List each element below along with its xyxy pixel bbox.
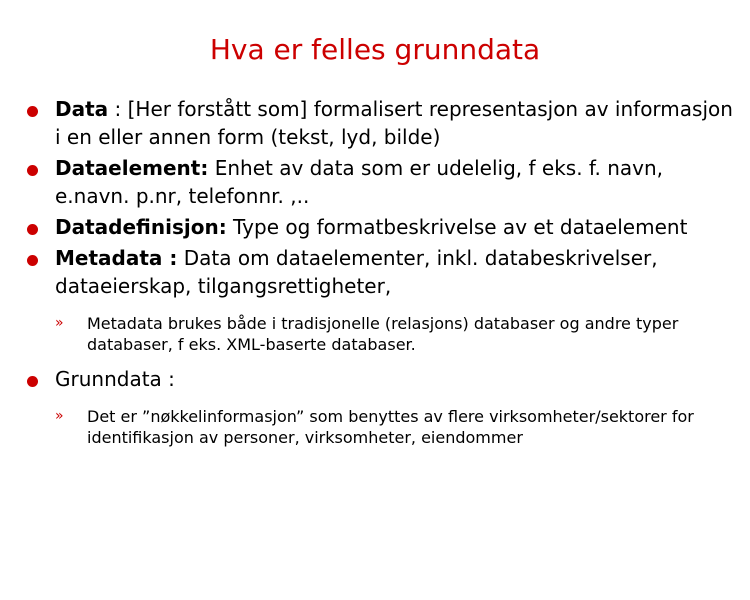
item-text: Data om dataelementer, inkl. databeskrivelser, dataeierskap, tilgangsrettigheter, (55, 246, 658, 298)
term-label: Datadefinisjon: (55, 215, 227, 239)
term-label: Dataelement: (55, 156, 209, 180)
bullet-dot-icon (27, 165, 38, 176)
sub-item-grunndata (55, 406, 735, 448)
term-label: Metadata : (55, 246, 178, 270)
term-label: Data (55, 97, 109, 121)
list-item-metadata (25, 244, 735, 300)
bullet-dot-icon (27, 376, 38, 387)
slide-title: Hva er felles grunndata (209, 33, 541, 66)
item-text: Grunndata : (55, 367, 175, 391)
item-text: [Her forstått som] formalisert representasjon av informasjon i en eller annen form (tekst, lyd, bilde) (55, 97, 733, 149)
term-separator: : (108, 97, 122, 121)
sub-bullet-icon: » (55, 315, 64, 331)
list-item-grunndata (25, 365, 735, 393)
item-text: Enhet av data som er udelelig, f eks. f. navn, e.navn. p.nr, telefonnr. ,.. (55, 156, 664, 208)
list-item-dataelement (25, 154, 735, 210)
list-item-datadefinisjon (25, 213, 735, 241)
bullet-dot-icon (27, 224, 38, 235)
sub-bullet-icon: » (55, 408, 64, 424)
list-item-data (25, 95, 735, 151)
bullet-list (25, 95, 735, 458)
bullet-dot-icon (27, 255, 38, 266)
bullet-dot-icon (27, 106, 38, 117)
item-text: Type og formatbeskrivelse av et dataelement (226, 215, 688, 239)
sub-item-text: Det er ”nøkkelinformasjon” som benyttes av flere virksomheter/sektorer for identifikasjon av personer, virksomheter, eiendommer (87, 407, 694, 447)
sub-item-text: Metadata brukes både i tradisjonelle (relasjons) databaser og andre typer databaser, f eks. XML-baserte databaser. (87, 314, 679, 354)
sub-item-metadata (55, 313, 735, 355)
